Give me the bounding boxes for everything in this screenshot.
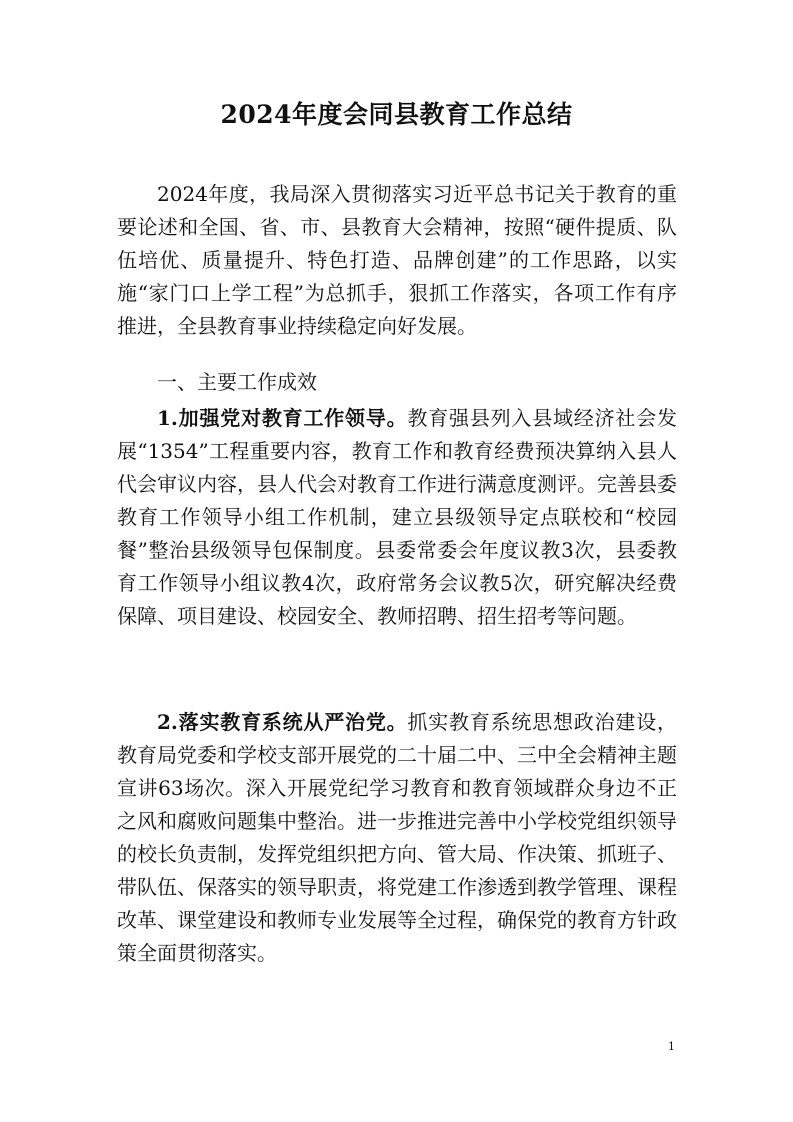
item-paragraph-1	[117, 402, 677, 633]
item-text-2: 抓实教育系统思想政治建设，教育局党委和学校支部开展党的二十届二中、三中全会精神主题宣讲63场次。深入开展党纪学习教育和教育领域群众身边不正之风和腐败问题集中整治。进一步推进完善中小学校党组织领导的校长负责制，发挥党组织把方向、管大局、作决策、抓班子、带队伍、保落实的领导职责，将党建工作渗透到教学管理、课程改革、课堂建设和教师专业发展等全过程，确保党的教育方针政策全面贯彻落实。	[117, 710, 677, 965]
section-heading: 一、主要工作成效	[157, 370, 317, 394]
item-text-1: 教育强县列入县域经济社会发展“1354”工程重要内容，教育工作和教育经费预决算纳入县人代会审议内容，县人代会对教育工作进行满意度测评。完善县委教育工作领导小组工作机制，建立县级领导定点联校和“校园餐”整治县级领导包保制度。县委常委会年度议教3次，县委教育工作领导小组议教4次，政府常务会议教5次，研究解决经费保障、项目建设、校园安全、教师招聘、招生招考等问题。	[117, 406, 677, 628]
page-number: 1	[668, 1040, 675, 1053]
item-paragraph-2	[117, 706, 677, 970]
item-lead-2: 2.落实教育系统从严治党。	[157, 710, 408, 734]
document-title: 2024年度会同县教育工作总结	[220, 100, 573, 129]
item-lead-1: 1.加强党对教育工作领导。	[157, 406, 408, 430]
intro-paragraph: 2024年度，我局深入贯彻落实习近平总书记关于教育的重要论述和全国、省、市、县教育大会精神，按照“硬件提质、队伍培优、质量提升、特色打造、品牌创建”的工作思路，以实施“家门口上学工程”为总抓手，狠抓工作落实，各项工作有序推进，全县教育事业持续稳定向好发展。	[117, 182, 677, 338]
